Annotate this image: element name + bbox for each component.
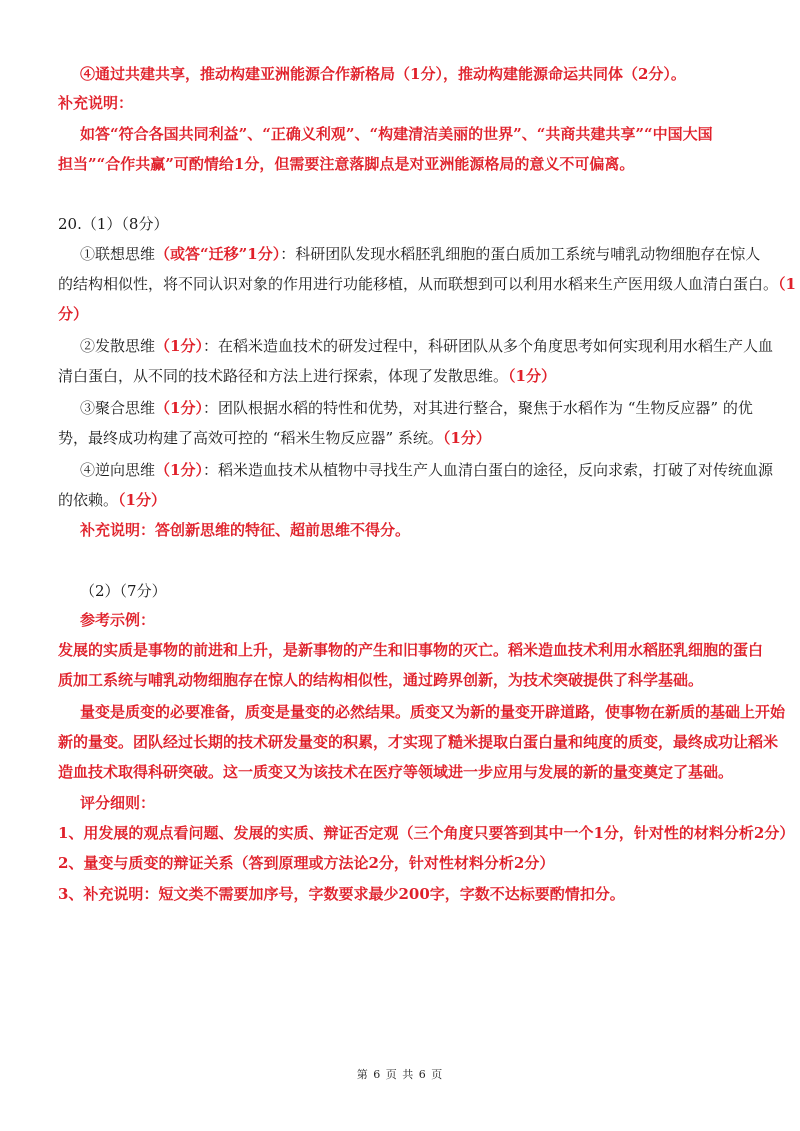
reference-para2-line2: 新的量变。团队经过长期的技术研发量变的积累，才实现了糙米提取白蛋白量和纯度的质变，最终成功让稻米 xyxy=(58,733,779,751)
answer-3-line1: ③聚合思维（1分）：团队根据水稻的特性和优势，对其进行整合，聚焦于水稻作为 “生物反应器” 的优 xyxy=(80,399,753,417)
answer-3-line2: 势，最终成功构建了高效可控的 “稻米生物反应器” 系统。（1分） xyxy=(58,429,491,447)
reference-para2-line1: 量变是质变的必要准备，质变是量变的必然结果。质变又为新的量变开辟道路，使事物在新质的基础上开始 xyxy=(80,703,786,721)
answer-2-line1: ②发散思维（1分）：在稻米造血技术的研发过程中，科研团队从多个角度思考如何实现利用水稻生产人血 xyxy=(80,337,773,355)
reference-para1-line2: 质加工系统与哺乳动物细胞存在惊人的结构相似性，通过跨界创新，为技术突破提供了科学基础。 xyxy=(58,671,704,689)
answer-1-text: ：科研团队发现水稻胚乳细胞的蛋白质加工系统与哺乳动物细胞存在惊人 xyxy=(280,245,761,263)
question-20-2-title: （2）（7分） xyxy=(80,582,167,600)
page-footer: 第 6 页 共 6 页 xyxy=(356,1068,444,1081)
answer-1-line2: 的结构相似性，将不同认识对象的作用进行功能移植，从而联想到可以利用水稻来生产医用级人血清白蛋白。（1 xyxy=(58,275,796,293)
answer-point-4: ④通过共建共享，推动构建亚洲能源合作新格局（1分），推动构建能源命运共同体（2分）。 xyxy=(80,65,686,83)
reference-para2-line3: 造血技术取得科研突破。这一质变又为该技术在医疗等领域进一步应用与发展的新的量变奠定了基础。 xyxy=(58,763,734,781)
supplement-text-line2: 担当”“合作共赢”可酌情给1分，但需要注意落脚点是对亚洲能源格局的意义不可偏离。 xyxy=(58,155,635,173)
supplement-text-line1: 如答“符合各国共同利益”、“正确义利观”、“构建清洁美丽的世界”、“共商共建共享”“中国大国 xyxy=(80,125,713,143)
answer-2-line2: 清白蛋白，从不同的技术路径和方法上进行探索，体现了发散思维。（1分） xyxy=(58,367,556,385)
supplement-2: 补充说明：答创新思维的特征、超前思维不得分。 xyxy=(80,521,411,539)
supplement-label: 补充说明： xyxy=(58,94,134,112)
answer-1-head: ①联想思维 xyxy=(80,245,156,263)
answer-1-line1 xyxy=(80,244,770,264)
reference-para1-line1: 发展的实质是事物的前进和上升，是新事物的产生和旧事物的灭亡。稻米造血技术利用水稻胚乳细胞的蛋白 xyxy=(58,641,764,659)
scoring-rule-3: 3、补充说明：短文类不需要加序号，字数要求最少200字，字数不达标要酌情扣分。 xyxy=(58,885,625,903)
answer-4-line2: 的依赖。（1分） xyxy=(58,491,166,509)
answer-1-line3: 分） xyxy=(58,305,89,323)
reference-label: 参考示例： xyxy=(80,611,156,629)
scoring-rule-2: 2、量变与质变的辩证关系（答到原理或方法论2分，针对性材料分析2分） xyxy=(58,854,555,872)
scoring-rules-label: 评分细则： xyxy=(80,794,156,812)
answer-1-score: （或答“迁移”1分） xyxy=(155,245,281,263)
question-20-1-title: 20.（1）（8分） xyxy=(58,215,169,233)
scoring-rule-1: 1、用发展的观点看问题、发展的实质、辩证否定观（三个角度只要答到其中一个1分，针对性的材料分析2分） xyxy=(58,824,795,842)
answer-4-line1: ④逆向思维（1分）：稻米造血技术从植物中寻找生产人血清白蛋白的途径，反向求索，打破了对传统血源 xyxy=(80,461,773,479)
